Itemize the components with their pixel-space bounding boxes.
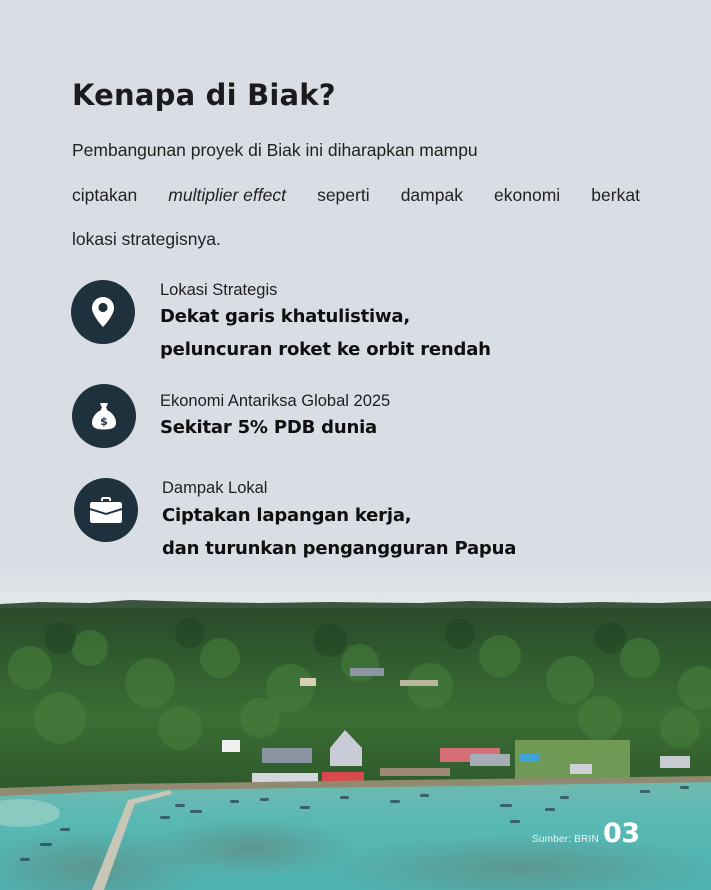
svg-text:$: $	[100, 415, 108, 428]
icon-circle	[71, 280, 135, 344]
icon-circle	[72, 384, 136, 448]
item-value: dan turunkan pengangguran Papua	[162, 538, 517, 559]
item-label: Dampak Lokal	[162, 479, 268, 497]
intro-line-1: Pembangunan proyek di Biak ini diharapkan mampu	[72, 140, 478, 160]
item-label: Lokasi Strategis	[160, 281, 278, 299]
item-value: peluncuran roket ke orbit rendah	[160, 339, 491, 360]
briefcase-icon	[90, 497, 122, 523]
intro-line-3: lokasi strategisnya.	[72, 229, 221, 249]
intro-line-2: ciptakan multiplier effect seperti dampak ekonomi berkat	[72, 173, 640, 218]
item-value: Dekat garis khatulistiwa,	[160, 306, 410, 327]
item-value: Ciptakan lapangan kerja,	[162, 505, 412, 526]
intro-paragraph	[72, 128, 640, 262]
emphasis-multiplier-effect: multiplier effect	[168, 184, 286, 205]
icon-circle	[74, 478, 138, 542]
item-value: Sekitar 5% PDB dunia	[160, 417, 377, 438]
page-number: 03	[603, 818, 640, 849]
money-bag-icon	[92, 402, 116, 430]
page-title: Kenapa di Biak?	[72, 78, 336, 112]
source-credit: Sumber: BRIN	[532, 834, 599, 845]
map-pin-icon	[92, 297, 114, 327]
item-label: Ekonomi Antariksa Global 2025	[160, 392, 391, 410]
